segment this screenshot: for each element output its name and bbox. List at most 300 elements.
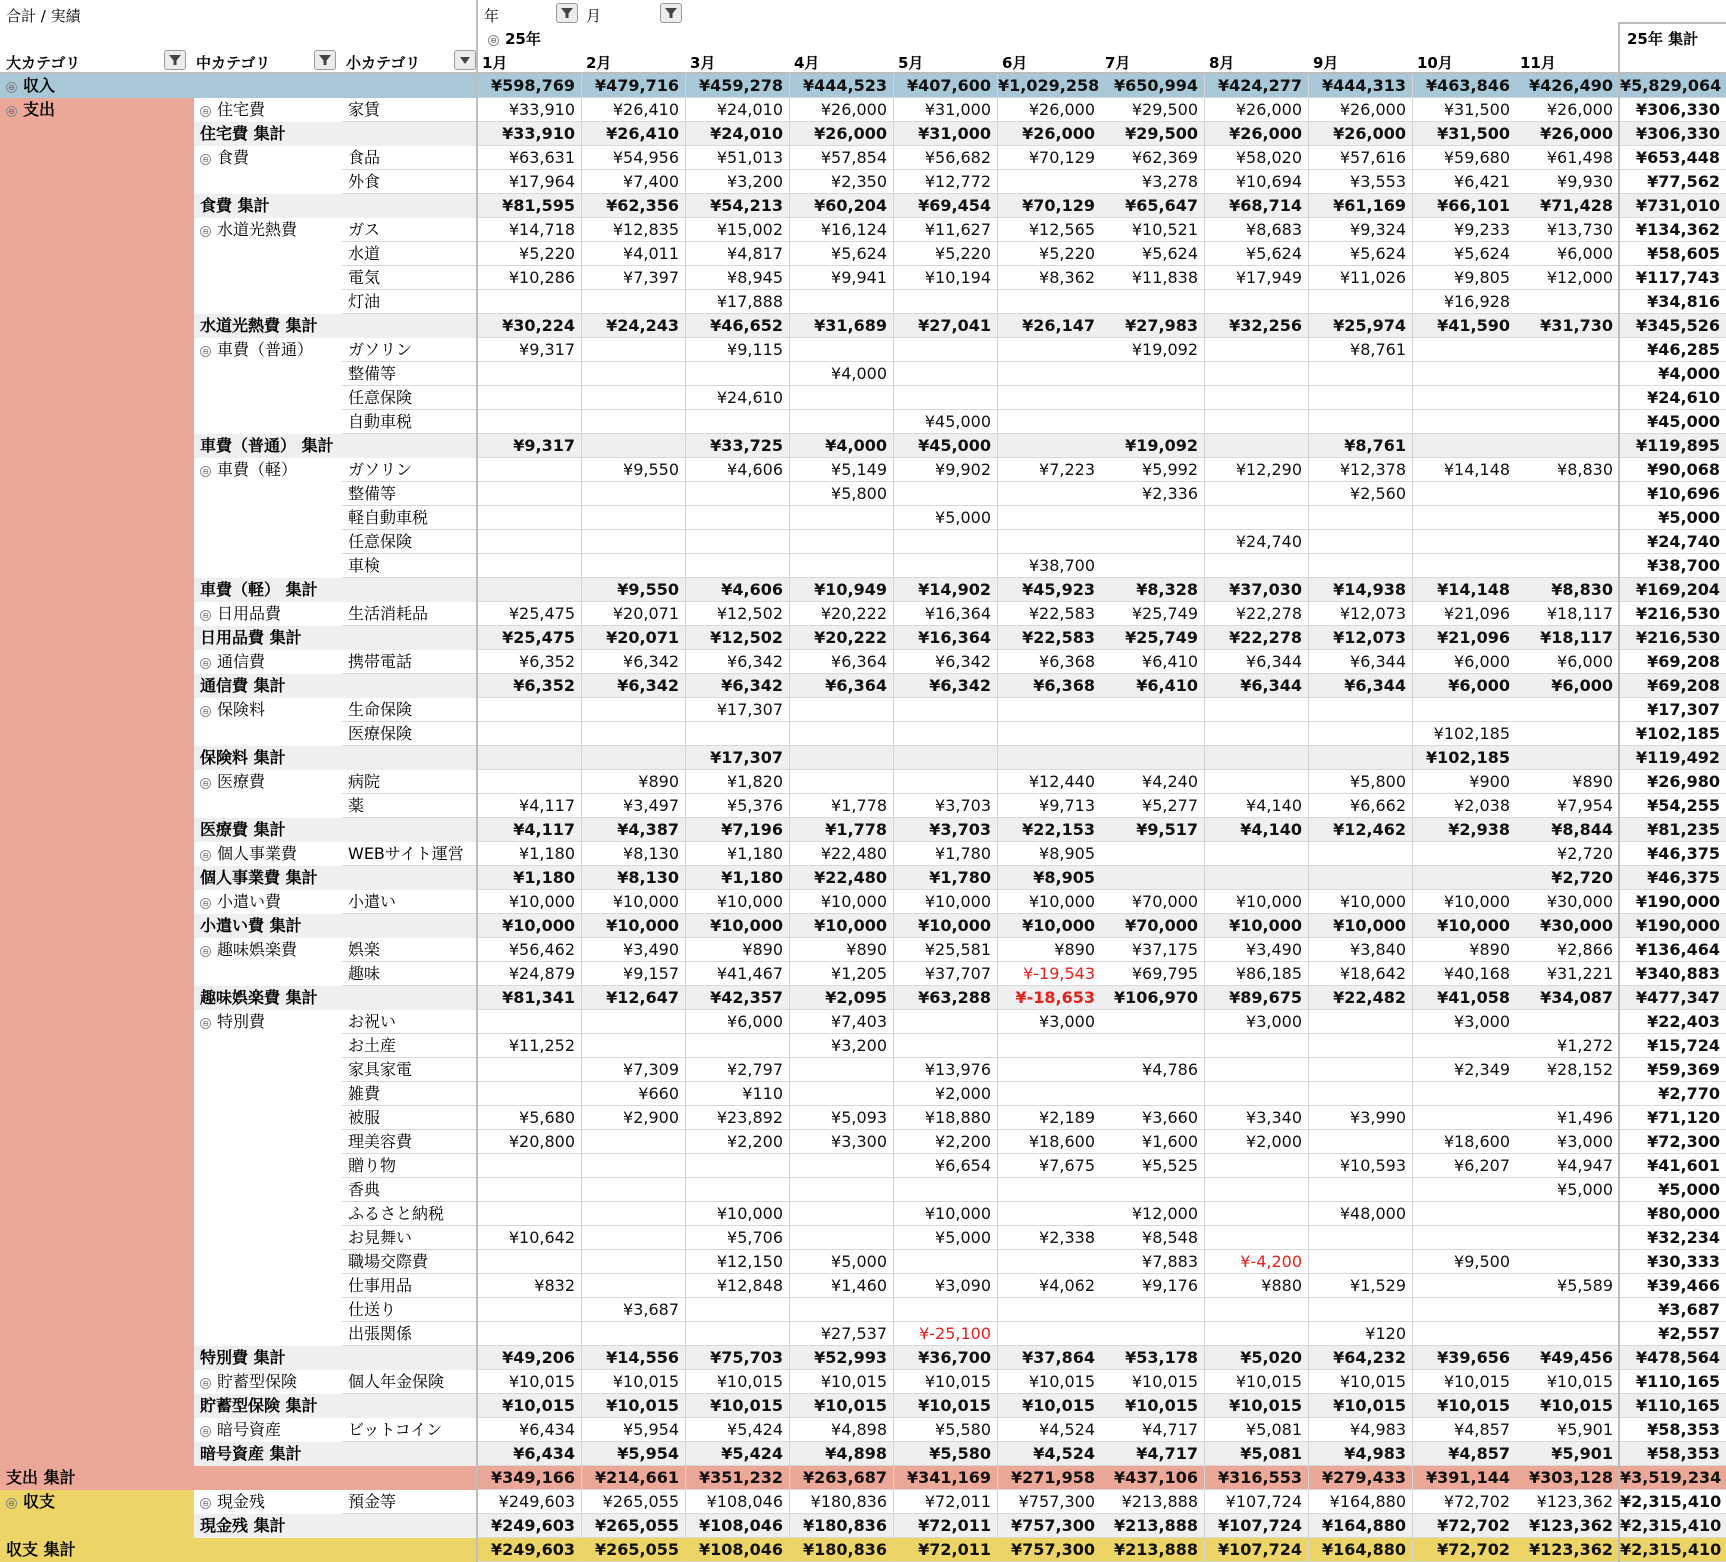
collapse-icon[interactable]: ⊖	[200, 850, 211, 861]
chucat-cell	[194, 266, 342, 290]
total-value-cell: ¥39,466	[1620, 1274, 1726, 1298]
value-cell: ¥10,015	[894, 1370, 998, 1394]
daicat-cell	[0, 722, 194, 746]
chucat-cell: 特別費 集計	[194, 1346, 342, 1370]
value-cell: ¥75,703	[686, 1346, 790, 1370]
collapse-icon[interactable]: ⊖	[200, 346, 211, 357]
table-row	[0, 242, 1726, 266]
total-value-cell: ¥46,285	[1620, 338, 1726, 362]
value-cell	[1516, 530, 1620, 554]
value-cell: ¥22,583	[998, 602, 1102, 626]
value-cell: ¥4,857	[1413, 1418, 1517, 1442]
value-cell: ¥6,368	[998, 650, 1102, 674]
value-cell	[1205, 386, 1309, 410]
value-cell: ¥28,152	[1516, 1058, 1620, 1082]
value-cell: ¥12,000	[1516, 266, 1620, 290]
value-cell: ¥10,000	[582, 890, 686, 914]
value-cell: ¥15,002	[686, 218, 790, 242]
category-label: 車費（軽）	[217, 460, 298, 479]
total-value-cell: ¥59,369	[1620, 1058, 1726, 1082]
value-cell	[1205, 482, 1309, 506]
collapse-icon[interactable]: ⊖	[200, 1018, 211, 1029]
value-cell	[790, 530, 894, 554]
value-cell: ¥10,015	[1309, 1394, 1413, 1418]
chucat-cell	[194, 1466, 342, 1490]
value-cell: ¥407,600	[894, 74, 998, 98]
total-value-cell: ¥134,362	[1620, 218, 1726, 242]
value-cell: ¥40,168	[1413, 962, 1517, 986]
value-cell	[1516, 386, 1620, 410]
value-cell: ¥11,026	[1309, 266, 1413, 290]
total-value-cell: ¥15,724	[1620, 1034, 1726, 1058]
value-cell: ¥26,410	[582, 98, 686, 122]
value-cell	[478, 1202, 582, 1226]
total-value-cell: ¥190,000	[1620, 890, 1726, 914]
value-cell: ¥24,610	[686, 386, 790, 410]
value-cell: ¥7,675	[998, 1154, 1102, 1178]
value-cell	[894, 338, 998, 362]
value-cell: ¥22,583	[998, 626, 1102, 650]
value-cell	[478, 1298, 582, 1322]
shocat-cell: 生命保険	[342, 698, 476, 722]
value-cell	[1101, 362, 1205, 386]
value-cell: ¥6,000	[686, 1010, 790, 1034]
chucat-cell	[194, 74, 342, 98]
value-cell: ¥6,000	[1413, 650, 1517, 674]
value-cell: ¥3,703	[894, 794, 998, 818]
chucat-cell	[194, 554, 342, 578]
value-cell	[1516, 434, 1620, 458]
value-cell	[1309, 554, 1413, 578]
table-row	[0, 410, 1726, 434]
chucat-cell	[194, 698, 342, 722]
value-cell: ¥63,631	[478, 146, 582, 170]
subtotal-row	[0, 1514, 1726, 1538]
value-cell	[1413, 1178, 1517, 1202]
daicat-cell	[0, 1154, 194, 1178]
collapse-icon[interactable]: ⊖	[6, 1498, 17, 1509]
chucat-cell	[194, 1418, 342, 1442]
table-row	[0, 1322, 1726, 1346]
total-value-cell: ¥26,980	[1620, 770, 1726, 794]
shocat-cell	[342, 122, 476, 146]
category-label: 通信費	[217, 652, 266, 671]
value-cell	[894, 770, 998, 794]
value-cell	[998, 338, 1102, 362]
value-cell: ¥16,364	[894, 602, 998, 626]
daicat-cell	[0, 1250, 194, 1274]
value-cell: ¥9,517	[1101, 818, 1205, 842]
value-cell	[790, 1298, 894, 1322]
total-row	[0, 1538, 1726, 1562]
value-cell: ¥4,717	[1101, 1418, 1205, 1442]
chucat-cell	[194, 890, 342, 914]
value-cell	[1413, 1274, 1517, 1298]
chucat-cell: 車費（普通） 集計	[194, 434, 342, 458]
shocat-cell: 任意保険	[342, 530, 476, 554]
value-cell: ¥8,761	[1309, 338, 1413, 362]
value-cell	[1413, 482, 1517, 506]
value-cell: ¥10,000	[686, 914, 790, 938]
value-cell: ¥5,376	[686, 794, 790, 818]
value-cell: ¥1,529	[1309, 1274, 1413, 1298]
table-row	[0, 938, 1726, 962]
value-cell: ¥10,000	[894, 914, 998, 938]
value-cell: ¥4,140	[1205, 794, 1309, 818]
shocat-cell: 医療保険	[342, 722, 476, 746]
shocat-cell: 水道	[342, 242, 476, 266]
shocat-cell: 個人年金保険	[342, 1370, 476, 1394]
category-label: 水道光熱費	[217, 220, 298, 239]
table-row	[0, 290, 1726, 314]
collapse-icon[interactable]: ⊖	[200, 106, 211, 117]
daicat-cell	[0, 626, 194, 650]
subtotal-row	[0, 866, 1726, 890]
value-cell: ¥391,144	[1413, 1466, 1517, 1490]
total-value-cell: ¥69,208	[1620, 650, 1726, 674]
daicat-cell	[0, 362, 194, 386]
collapse-icon[interactable]: ⊖	[200, 778, 211, 789]
value-cell: ¥12,502	[686, 626, 790, 650]
value-cell	[478, 1010, 582, 1034]
value-cell: ¥10,642	[478, 1226, 582, 1250]
value-cell: ¥41,467	[686, 962, 790, 986]
daicat-cell	[0, 314, 194, 338]
daicat-filter-button[interactable]	[164, 50, 186, 70]
collapse-icon[interactable]: ⊖	[6, 106, 17, 117]
value-cell: ¥26,000	[998, 122, 1102, 146]
value-cell	[894, 530, 998, 554]
value-cell: ¥5,424	[686, 1418, 790, 1442]
value-cell: ¥7,223	[998, 458, 1102, 482]
value-cell: ¥4,857	[1413, 1442, 1517, 1466]
daicat-cell	[0, 410, 194, 434]
chucat-cell	[194, 482, 342, 506]
value-cell: ¥4,387	[582, 818, 686, 842]
table-row	[0, 1082, 1726, 1106]
value-cell: ¥5,580	[894, 1418, 998, 1442]
value-cell: ¥10,000	[998, 914, 1102, 938]
daicat-cell	[0, 1322, 194, 1346]
value-cell: ¥20,222	[790, 602, 894, 626]
chucat-cell	[194, 290, 342, 314]
value-cell	[998, 386, 1102, 410]
value-cell	[1101, 1082, 1205, 1106]
value-cell: ¥34,087	[1516, 986, 1620, 1010]
value-cell: ¥16,364	[894, 626, 998, 650]
total-value-cell: ¥478,564	[1620, 1346, 1726, 1370]
value-cell: ¥9,324	[1309, 218, 1413, 242]
value-cell	[1516, 1082, 1620, 1106]
value-cell	[582, 1034, 686, 1058]
value-cell: ¥3,497	[582, 794, 686, 818]
value-cell: ¥26,000	[1309, 98, 1413, 122]
value-cell: ¥12,073	[1309, 626, 1413, 650]
value-cell: ¥3,660	[1101, 1106, 1205, 1130]
value-cell: ¥32,256	[1205, 314, 1309, 338]
value-cell	[582, 338, 686, 362]
value-cell: ¥4,786	[1101, 1058, 1205, 1082]
value-cell: ¥45,000	[894, 410, 998, 434]
table-row	[0, 722, 1726, 746]
daicat-cell	[0, 890, 194, 914]
value-cell: ¥757,300	[998, 1538, 1102, 1562]
total-value-cell: ¥110,165	[1620, 1394, 1726, 1418]
value-cell: ¥9,550	[582, 458, 686, 482]
shocat-cell	[342, 626, 476, 650]
chucat-cell	[194, 602, 342, 626]
value-cell: ¥4,524	[998, 1418, 1102, 1442]
value-cell: ¥4,717	[1101, 1442, 1205, 1466]
chucat-cell: 食費 集計	[194, 194, 342, 218]
total-value-cell: ¥32,234	[1620, 1226, 1726, 1250]
value-cell	[582, 746, 686, 770]
value-cell: ¥36,700	[894, 1346, 998, 1370]
value-cell: ¥25,749	[1101, 626, 1205, 650]
table-row	[0, 362, 1726, 386]
value-cell: ¥72,702	[1413, 1538, 1517, 1562]
value-cell: ¥71,428	[1516, 194, 1620, 218]
value-cell: ¥6,342	[686, 650, 790, 674]
value-cell: ¥263,687	[790, 1466, 894, 1490]
daicat-cell	[0, 1034, 194, 1058]
value-cell: ¥4,606	[686, 458, 790, 482]
shocat-cell: 整備等	[342, 362, 476, 386]
value-cell	[1205, 1298, 1309, 1322]
total-value-cell: ¥90,068	[1620, 458, 1726, 482]
chucat-cell	[194, 1178, 342, 1202]
value-cell: ¥41,590	[1413, 314, 1517, 338]
table-row	[0, 962, 1726, 986]
collapse-icon[interactable]: ⊖	[6, 82, 17, 93]
value-cell	[1205, 362, 1309, 386]
value-cell: ¥17,949	[1205, 266, 1309, 290]
value-cell: ¥5,000	[790, 1250, 894, 1274]
filter-icon	[560, 6, 574, 20]
chucat-cell: 貯蓄型保険 集計	[194, 1394, 342, 1418]
value-cell: ¥5,580	[894, 1442, 998, 1466]
value-cell: ¥10,000	[1309, 890, 1413, 914]
daicat-cell	[0, 578, 194, 602]
collapse-icon[interactable]: ⊖	[200, 946, 211, 957]
value-cell: ¥14,718	[478, 218, 582, 242]
collapse-icon[interactable]: ⊖	[200, 706, 211, 717]
category-label: 暗号資産	[217, 1420, 282, 1439]
chucat-filter-button[interactable]	[314, 50, 336, 70]
value-cell	[1101, 746, 1205, 770]
value-cell: ¥5,624	[1101, 242, 1205, 266]
value-cell: ¥9,317	[478, 338, 582, 362]
collapse-icon[interactable]: ⊖	[200, 1498, 211, 1509]
value-cell: ¥10,949	[790, 578, 894, 602]
value-cell: ¥10,015	[686, 1394, 790, 1418]
value-cell: ¥10,015	[478, 1370, 582, 1394]
value-cell	[1205, 1034, 1309, 1058]
value-cell: ¥1,180	[478, 866, 582, 890]
shocat-dropdown-button[interactable]	[454, 50, 476, 70]
value-cell: ¥64,232	[1309, 1346, 1413, 1370]
total-value-cell: ¥24,740	[1620, 530, 1726, 554]
value-cell: ¥10,000	[998, 890, 1102, 914]
total-value-cell: ¥46,375	[1620, 866, 1726, 890]
value-cell: ¥8,761	[1309, 434, 1413, 458]
collapse-icon[interactable]: ⊖	[200, 610, 211, 621]
value-cell	[998, 1082, 1102, 1106]
value-cell: ¥14,902	[894, 578, 998, 602]
collapse-icon[interactable]: ⊖	[200, 658, 211, 669]
value-cell: ¥4,947	[1516, 1154, 1620, 1178]
value-cell: ¥6,364	[790, 650, 894, 674]
value-cell: ¥5,954	[582, 1442, 686, 1466]
shocat-cell	[342, 74, 476, 98]
total-value-cell: ¥54,255	[1620, 794, 1726, 818]
value-cell: ¥7,400	[582, 170, 686, 194]
value-cell	[686, 410, 790, 434]
daicat-cell	[0, 1514, 194, 1538]
chucat-cell	[194, 1058, 342, 1082]
value-cell	[1516, 1322, 1620, 1346]
value-cell	[894, 386, 998, 410]
value-cell: ¥26,000	[790, 122, 894, 146]
value-cell: ¥12,000	[1101, 1202, 1205, 1226]
subtotal-row	[0, 434, 1726, 458]
table-row	[0, 842, 1726, 866]
value-cell	[894, 1298, 998, 1322]
value-cell: ¥11,252	[478, 1034, 582, 1058]
collapse-icon[interactable]: ⊖	[488, 35, 499, 46]
collapse-icon[interactable]: ⊖	[200, 154, 211, 165]
value-cell: ¥10,015	[582, 1370, 686, 1394]
table-row	[0, 602, 1726, 626]
value-cell: ¥10,000	[790, 914, 894, 938]
value-cell: ¥14,556	[582, 1346, 686, 1370]
value-cell	[1413, 1034, 1517, 1058]
table-row	[0, 1298, 1726, 1322]
daicat-cell	[0, 1442, 194, 1466]
chucat-cell	[194, 98, 342, 122]
total-value-cell: ¥58,353	[1620, 1418, 1726, 1442]
value-cell: ¥16,928	[1413, 290, 1517, 314]
value-cell	[998, 1298, 1102, 1322]
value-cell: ¥6,352	[478, 650, 582, 674]
collapse-icon[interactable]: ⊖	[200, 1378, 211, 1389]
value-cell	[998, 1178, 1102, 1202]
total-value-cell: ¥5,000	[1620, 506, 1726, 530]
value-cell: ¥25,974	[1309, 314, 1413, 338]
value-cell: ¥6,434	[478, 1418, 582, 1442]
category-label: 現金残	[217, 1492, 266, 1511]
value-cell: ¥6,421	[1413, 170, 1517, 194]
value-cell	[1309, 1034, 1413, 1058]
month-header: 3月	[690, 54, 716, 72]
value-cell	[1101, 1322, 1205, 1346]
chucat-cell	[194, 650, 342, 674]
value-cell: ¥12,835	[582, 218, 686, 242]
collapse-icon[interactable]: ⊖	[200, 898, 211, 909]
value-cell: ¥5,020	[1205, 1346, 1309, 1370]
value-cell	[998, 170, 1102, 194]
value-cell: ¥10,015	[1101, 1394, 1205, 1418]
value-cell	[1205, 410, 1309, 434]
value-cell: ¥4,011	[582, 242, 686, 266]
value-cell: ¥7,403	[790, 1010, 894, 1034]
value-cell: ¥25,475	[478, 602, 582, 626]
chucat-cell	[194, 458, 342, 482]
value-cell: ¥890	[1413, 938, 1517, 962]
value-cell: ¥13,730	[1516, 218, 1620, 242]
collapse-icon[interactable]: ⊖	[200, 1426, 211, 1437]
value-cell: ¥6,368	[998, 674, 1102, 698]
daicat-cell	[0, 770, 194, 794]
year-group-header[interactable]: ⊖ 25年	[488, 28, 541, 49]
value-cell: ¥60,204	[790, 194, 894, 218]
value-cell	[686, 722, 790, 746]
chucat-cell: 保険料 集計	[194, 746, 342, 770]
value-cell: ¥20,071	[582, 602, 686, 626]
value-cell: ¥4,983	[1309, 1442, 1413, 1466]
chucat-cell: 水道光熱費 集計	[194, 314, 342, 338]
total-value-cell: ¥3,687	[1620, 1298, 1726, 1322]
value-cell	[1413, 554, 1517, 578]
value-cell	[1309, 1010, 1413, 1034]
shocat-cell: 贈り物	[342, 1154, 476, 1178]
value-cell: ¥2,797	[686, 1058, 790, 1082]
value-cell	[894, 1178, 998, 1202]
value-cell	[582, 290, 686, 314]
value-cell	[790, 746, 894, 770]
value-cell: ¥17,307	[686, 746, 790, 770]
value-cell: ¥213,888	[1101, 1538, 1205, 1562]
value-cell	[478, 362, 582, 386]
value-cell	[582, 386, 686, 410]
chucat-cell	[194, 170, 342, 194]
daicat-cell	[0, 650, 194, 674]
value-cell	[478, 1154, 582, 1178]
total-value-cell: ¥216,530	[1620, 626, 1726, 650]
value-cell: ¥10,015	[1205, 1394, 1309, 1418]
value-cell	[478, 530, 582, 554]
value-cell: ¥2,560	[1309, 482, 1413, 506]
value-cell	[1309, 1082, 1413, 1106]
year-filter-label: 年	[484, 7, 500, 25]
value-cell	[1516, 290, 1620, 314]
daicat-cell	[0, 74, 194, 98]
shocat-cell: 携帯電話	[342, 650, 476, 674]
collapse-icon[interactable]: ⊖	[200, 466, 211, 477]
value-cell: ¥69,454	[894, 194, 998, 218]
category-label: 収支	[23, 1492, 56, 1511]
value-cell: ¥5,525	[1101, 1154, 1205, 1178]
value-cell: ¥5,081	[1205, 1418, 1309, 1442]
total-value-cell: ¥2,315,410	[1620, 1538, 1726, 1562]
daicat-cell	[0, 986, 194, 1010]
value-cell	[1413, 698, 1517, 722]
value-cell: ¥3,300	[790, 1130, 894, 1154]
collapse-icon[interactable]: ⊖	[200, 226, 211, 237]
value-cell: ¥31,730	[1516, 314, 1620, 338]
value-cell: ¥4,524	[998, 1442, 1102, 1466]
value-cell: ¥61,498	[1516, 146, 1620, 170]
month-filter-button[interactable]	[660, 3, 682, 23]
value-cell: ¥2,038	[1413, 794, 1517, 818]
value-cell: ¥68,714	[1205, 194, 1309, 218]
table-row	[0, 1250, 1726, 1274]
year-filter-button[interactable]	[556, 3, 578, 23]
subtotal-row	[0, 986, 1726, 1010]
value-cell: ¥3,278	[1101, 170, 1205, 194]
value-cell: ¥164,880	[1309, 1514, 1413, 1538]
value-cell: ¥5,624	[1205, 242, 1309, 266]
